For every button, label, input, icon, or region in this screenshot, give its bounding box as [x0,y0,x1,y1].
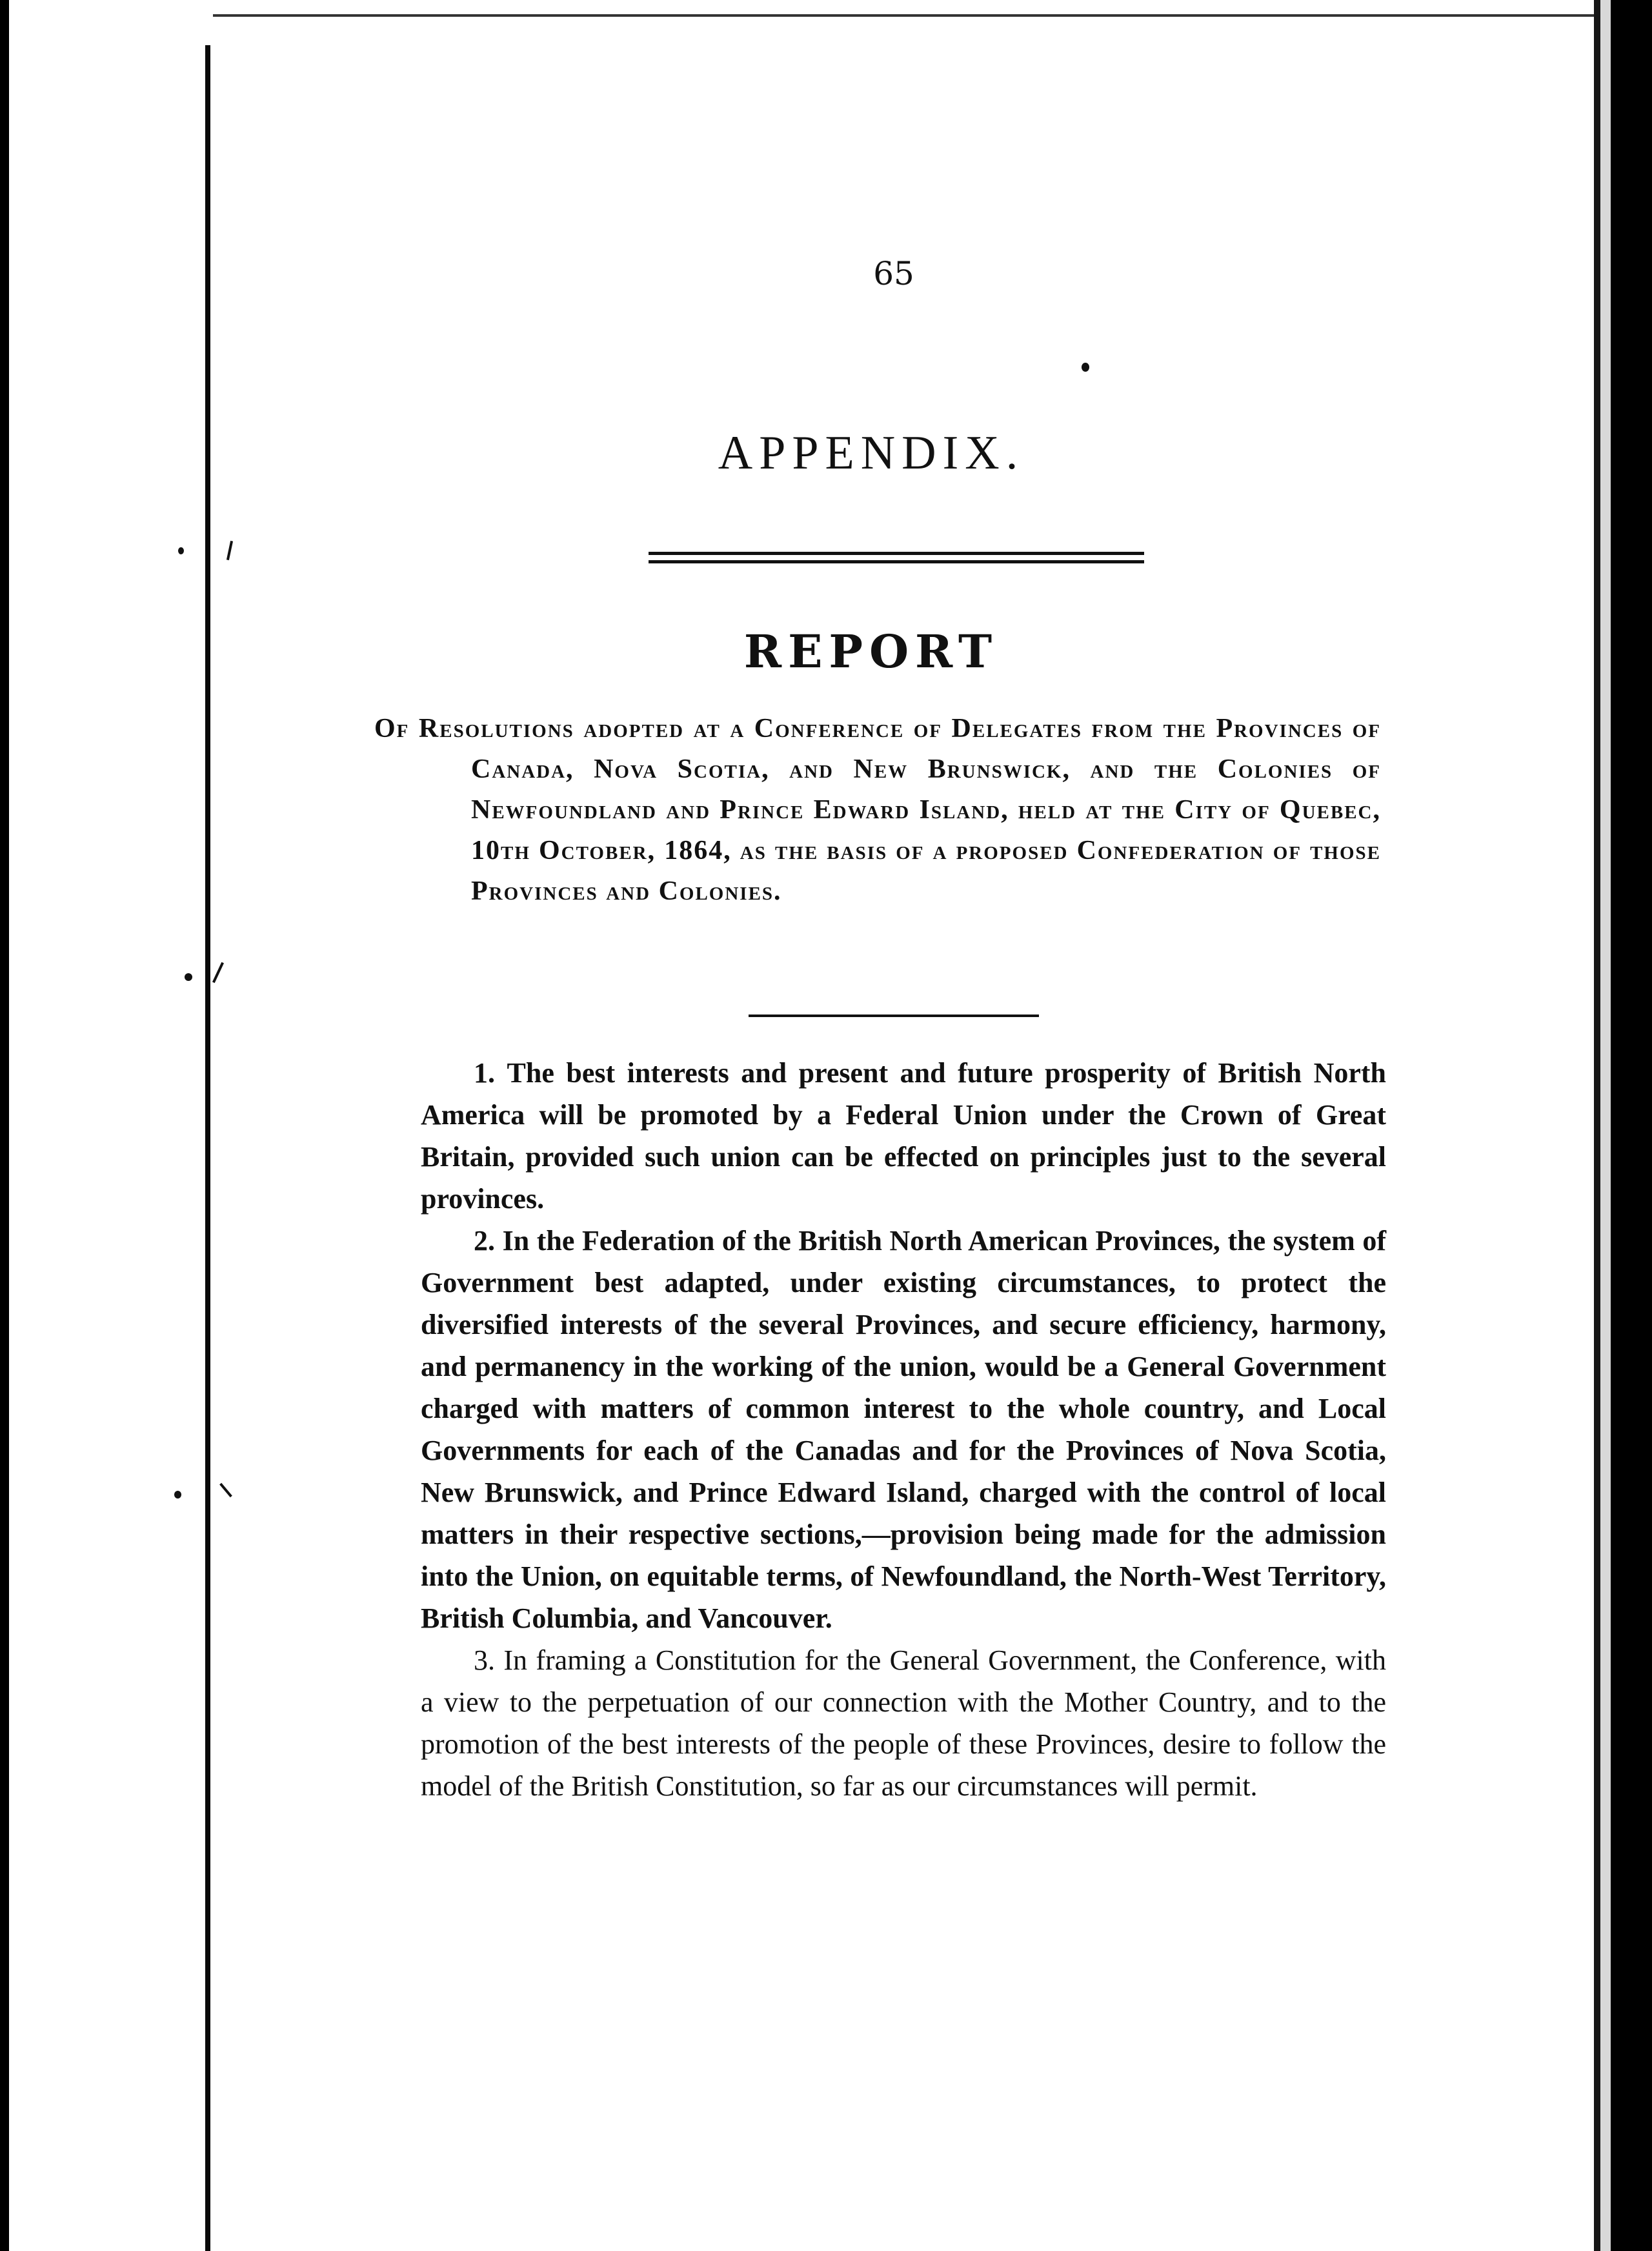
scan-speck [219,1483,232,1497]
scan-speck [174,1491,181,1499]
scan-edge-right [1611,0,1652,2251]
resolutions-body [421,1052,1386,1807]
appendix-heading: APPENDIX. [718,427,1025,479]
resolution-paragraph [421,1639,1386,1807]
scan-edge-left [0,0,9,2251]
section-divider [749,1014,1039,1017]
resolution-paragraph [421,1052,1386,1220]
scan-speck [178,547,184,554]
scan-speck [212,962,224,984]
report-subtitle-text: Of Resolutions adopted at a Conference of Delegates from the Provinces of Canada, Nova Scotia, and New Brunswick, and the Colonies of Newfoundland and Prince Edward Island, held at the City of Quebec, 10th October, 1864, as the basis of a proposed Confederation of those Provinces and Colonies. [374,714,1381,906]
resolution-paragraph [421,1220,1386,1639]
scan-speck [227,541,233,560]
report-subtitle [374,709,1381,912]
scan-edge-top [213,14,1613,17]
page-number: 65 [873,255,914,292]
resolution-text: In framing a Constitution for the General Government, the Conference, with a view to the perpetuation of our connection with the Mother Country, and to the promotion of the best interests of the people of these Provinces, desire to follow the model of the British Constitution, so far as our circumstances will permit. [421,1644,1386,1802]
scan-edge-right-line [1594,0,1600,2251]
report-heading: REPORT [743,625,999,678]
resolution-number: 3. [474,1644,495,1676]
resolution-number: 2. [474,1225,495,1257]
scan-speck [1082,363,1089,372]
double-rule-top [649,552,1144,555]
resolution-number: 1. [474,1057,495,1089]
scan-edge-right-shade [1600,0,1611,2251]
resolution-text: In the Federation of the British North American Provinces, the system of Government best adapted, under existing circumstances, to protect the diversified interests of the several Provinces, and secure efficiency, harmony, and permanency in the working of the union, would be a General Government charged with matters of common interest to the whole country, and Local Governments for each of the Canadas and for the Provinces of Nova Scotia, New Brunswick, and Prince Edward Island, charged with the control of local matters in their respective sections,—provision being made for the admission into the Union, on equitable terms, of Newfoundland, the North-West Territory, British Columbia, and Vancouver. [421,1225,1387,1634]
binding-line [205,45,210,2251]
scan-speck [185,973,192,981]
resolution-text: The best interests and present and future prosperity of British North America will be promoted by a Federal Union under the Crown of Great Britain, provided such union can be effected on principles just to the several provinces. [421,1057,1387,1215]
double-rule-bottom [649,560,1144,563]
